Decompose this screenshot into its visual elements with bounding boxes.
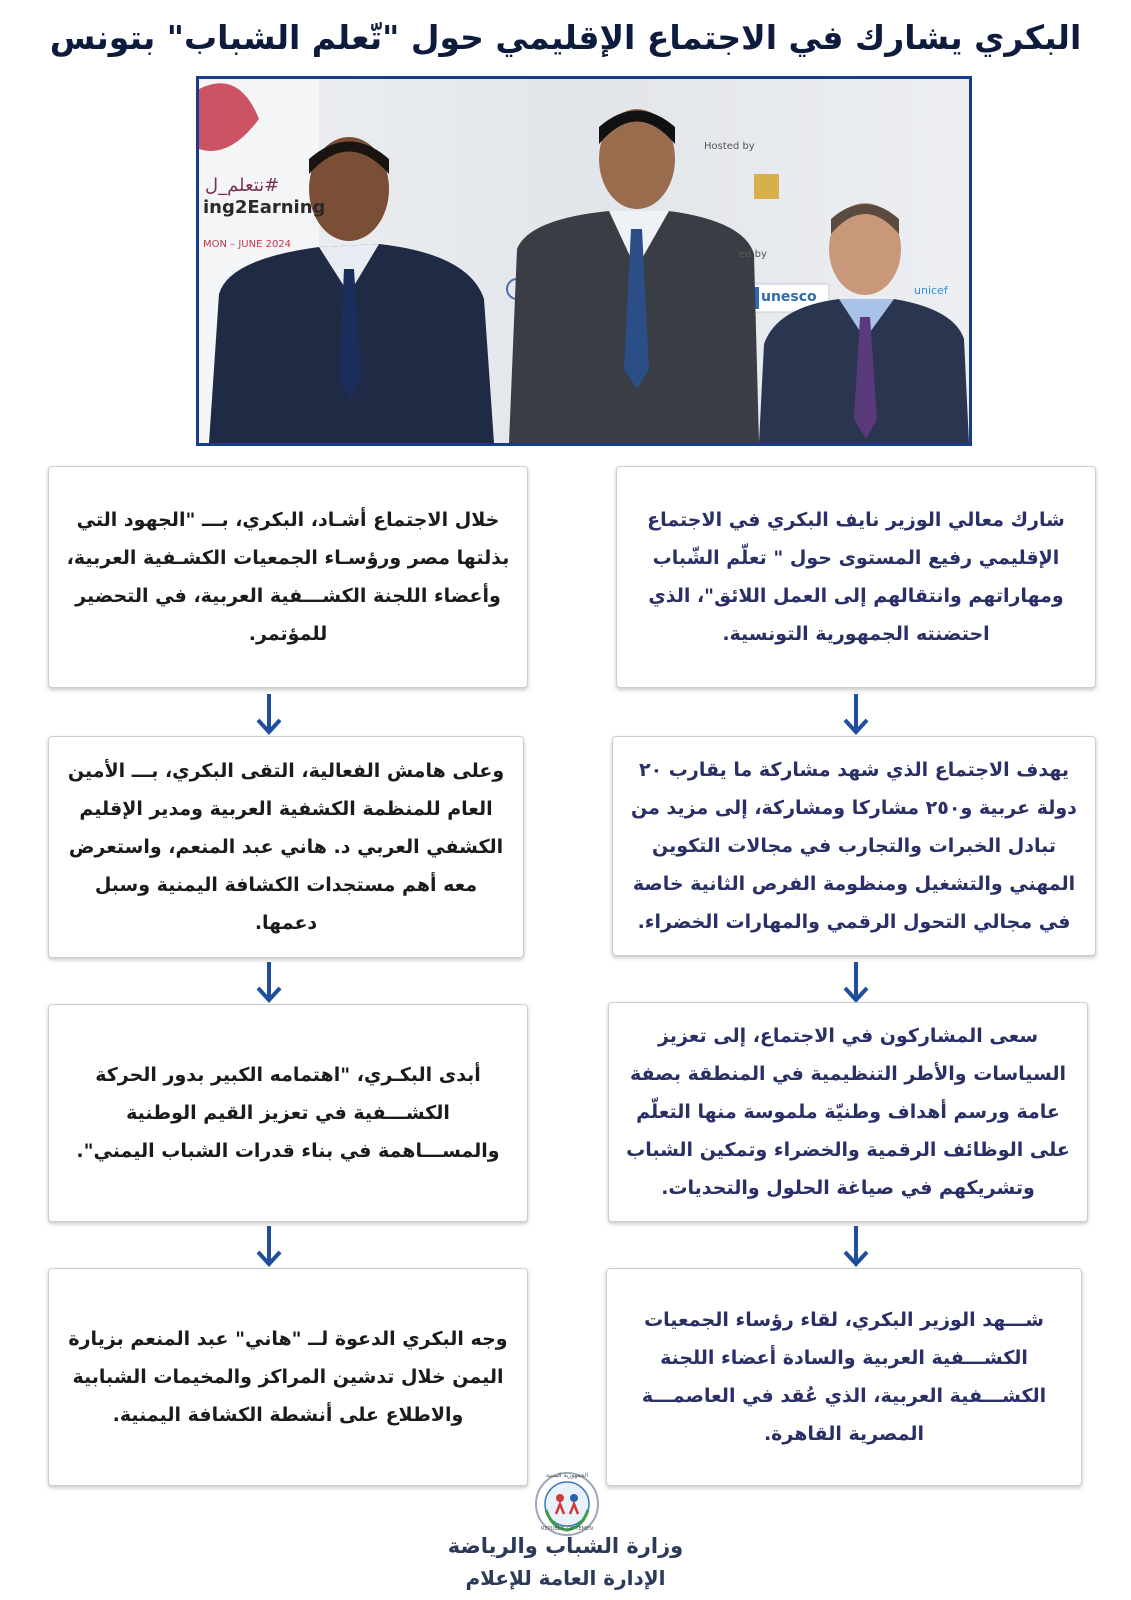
footer-department-name: الإدارة العامة للإعلام [465,1566,666,1590]
left-box-1-text: خلال الاجتماع أشـاد، البكري، بـــ "الجهود التي بذلتها مصر ورؤسـاء الجمعيات الكشـفية العربية، وأعضاء اللجنة الكشـــفية العربية، في التحضير للمؤتمر. [66,509,510,645]
hosted-by-text: Hosted by [704,141,755,152]
footer-ministry-name: وزارة الشباب والرياضة [447,1534,684,1558]
banner-hashtag-text: ing2Earning [203,197,326,218]
right-box-4-text: شـــهد الوزير البكري، لقاء رؤساء الجمعيات الكشـــفية العربية والسادة أعضاء اللجنة الكشـــفية العربية، الذي عُقد في العاصمـــة المصرية القاهرة. [641,1309,1047,1445]
photo-illustration [199,79,969,443]
right-box-1-text: شارك معالي الوزير نايف البكري في الاجتماع الإقليمي رفيع المستوى حول " تعلّم الشّباب ومهاراتهم وانتقالهم إلى العمل اللائق"، الذي احتضنته الجمهورية التونسية. [647,509,1065,645]
arrow-down-icon [841,1224,871,1268]
arrow-down-icon [254,960,284,1004]
left-box-2-text: وعلى هامش الفعالية، التقى البكري، بـــ الأمين العام للمنظمة الكشفية العربية ومدير الإقليم الكشفي العربي د. هاني عبد المنعم، واستعرض معه أهم مستجدات الكشافة اليمنية وسبل دعمها. [67,760,505,934]
right-box-4 [606,1268,1082,1486]
left-box-1 [48,466,528,688]
left-box-4-text: وجه البكري الدعوة لــ "هاني" عبد المنعم بزيارة اليمن خلال تدشين المراكز والمخيمات الشبابية والاطلاع على أنشطة الكشافة اليمنية. [68,1328,508,1426]
left-box-2 [48,736,524,958]
ed-by-text: ed by [739,249,767,260]
unesco-logo-text: unesco [761,289,817,305]
logo-arc-text: الجمهورية اليمنية [545,1472,588,1479]
right-box-3-text: سعى المشاركون في الاجتماع، إلى تعزيز السياسات والأطر التنظيمية في المنطقة بصفة عامة ورسم أهداف وطنيّة ملموسة منها التعلّم على الوظائف الرقمية والخضراء وتمكين الشباب وتشريكهم في صياغة الحلول والتحديات. [626,1025,1070,1199]
arrow-down-icon [254,1224,284,1268]
left-box-3 [48,1004,528,1222]
right-box-1 [616,466,1096,688]
logo-caption: REPUBLIC OF YEMEN [541,1526,593,1532]
left-box-3-text: أبدى البكـري، "اهتمامه الكبير بدور الحركة الكشـــفية في تعزيز القيم الوطنية والمســـاهمة في بناء قدرات الشباب اليمني". [76,1064,500,1162]
event-photo [196,76,972,446]
left-box-4 [48,1268,528,1486]
right-box-2 [612,736,1096,956]
arrow-down-icon [254,692,284,736]
right-box-3 [608,1002,1088,1222]
arrow-down-icon [841,692,871,736]
unicef-logo-text: unicef [914,284,948,297]
right-box-2-text: يهدف الاجتماع الذي شهد مشاركة ما يقارب ٢٠ دولة عربية و٢٥٠ مشاركا ومشاركة، إلى مزيد من تبادل الخبرات والتجارب في مجالات التكوين المهني والتشغيل ومنظومة الفرص الثانية خاصة في مجالي التحول الرقمي والمهارات الخضراء. [631,759,1077,933]
page-title: البكري يشارك في الاجتماع الإقليمي حول "تّعلم الشباب" بتونس [49,18,1082,57]
banner-arabic-text: #نتعلم_ل [205,175,280,196]
banner-date-text: MON – JUNE 2024 [203,239,292,250]
arrow-down-icon [841,960,871,1004]
